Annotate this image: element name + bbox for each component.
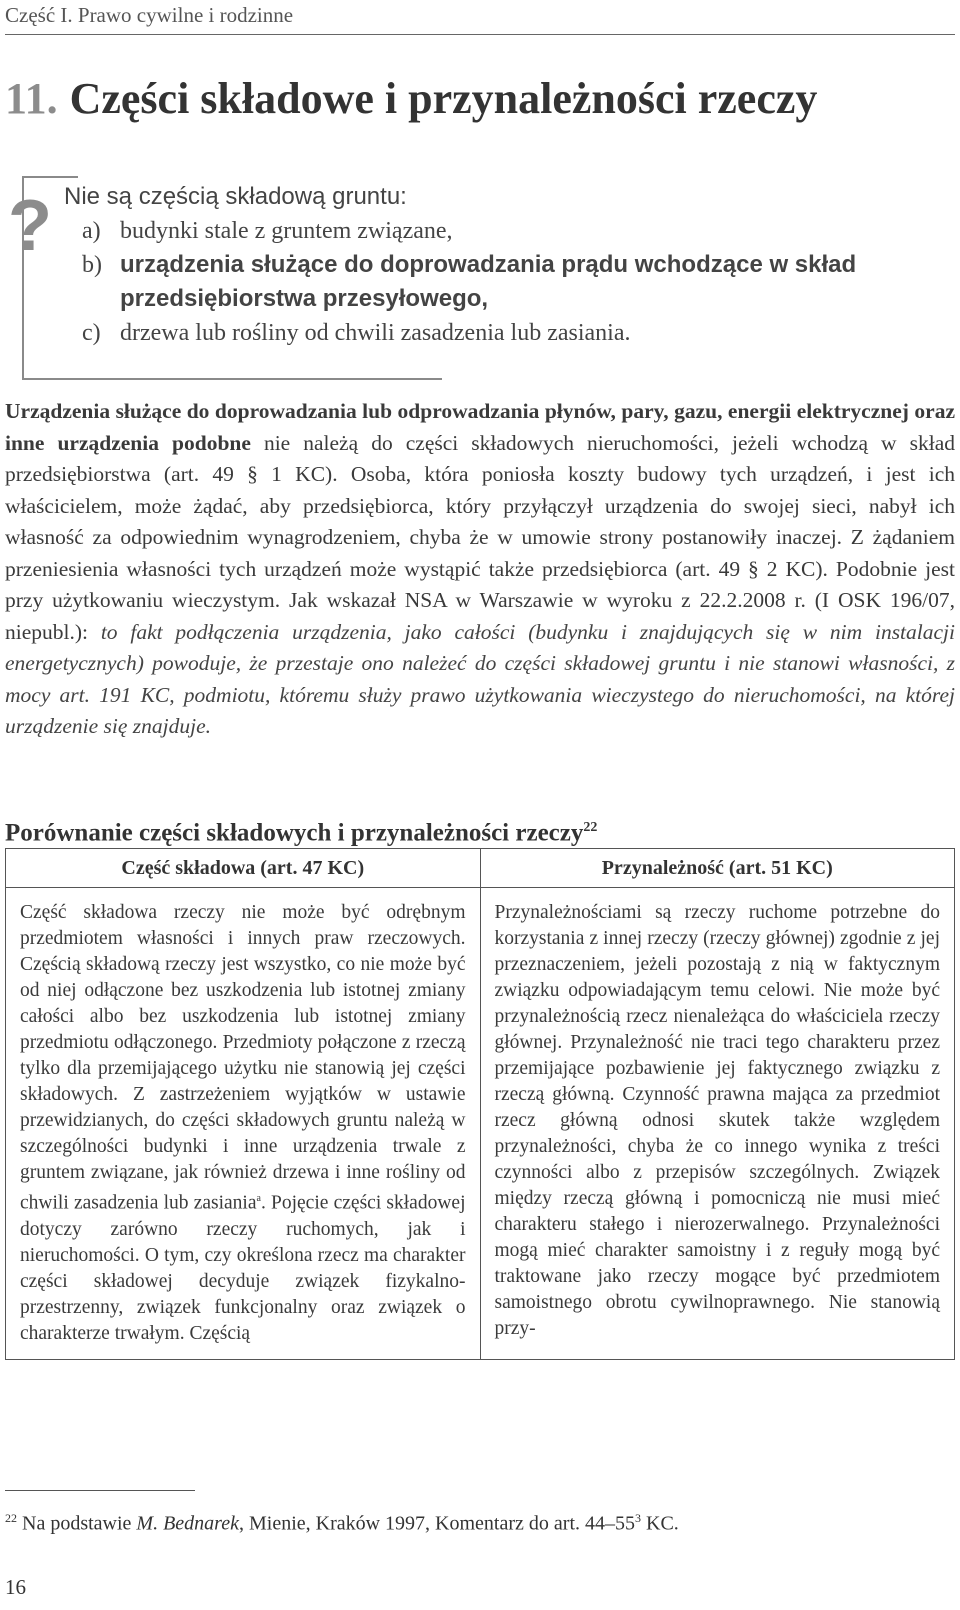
- cell-part-sup: a: [256, 1193, 261, 1204]
- quiz-option-c: [64, 316, 956, 350]
- footnote-number: 22: [5, 1511, 17, 1525]
- quiz-option-b: [64, 248, 956, 316]
- question-mark-icon: ?: [8, 186, 52, 266]
- quiz-option-a: [64, 214, 956, 248]
- option-text: budynki stale z gruntem związane,: [120, 218, 453, 244]
- cell-part: [6, 888, 481, 1360]
- footnote-prefix: Na podstawie: [22, 1512, 137, 1535]
- footnote-rule: [5, 1490, 195, 1491]
- footnote: [5, 1511, 679, 1536]
- comparison-table: [5, 848, 955, 1360]
- option-text: urządzenia służące do doprowadzania prądu wchodzące w skład przedsiębiorstwa przesyłowego,: [120, 251, 857, 312]
- paragraph-quote: to fakt podłączenia urządzenia, jako całości (budynku i znajdujących się w nim instalacji energetycznych) powoduje, że przestaje ono należeć do części składowej gruntu i nie stanowi własności, z mocy art. 191 KC, podmiotu, któremu służy prawo użytkowania wieczystego do nieruchomości, na której urządzenie się znajduje.: [5, 619, 955, 738]
- header-rule: [5, 34, 955, 35]
- cell-accessory: Przynależnościami są rzeczy ruchome potrzebne do korzystania z innej rzeczy (rzeczy głównej) zgodnie z jej przeznaczeniem, jeżeli pozostają z nią w faktycznym związku odpowiadającym temu celowi. Nie może być przynależnością rzecz nienależąca do właściciela rzeczy głównej. Przynależność nie traci tego charakteru przez przemijające pozbawienie jej faktycznego związku z rzeczą główną. Czynność prawna mająca za przedmiot rzecz główną odnosi skutek także względem przynależności, chyba że co innego wynika z treści czynności albo z przepisów szczególnych. Związek między rzeczą główną i pomocniczą nie musi mieć charakteru stałego i nierozerwalnego. Przynależności mogą mieć charakter samoistny i z reguły mogą być traktowane jako rzeczy mogące być przedmiotem samoistnego obrotu cywilnoprawnego. Nie stanowią przy-: [480, 888, 955, 1360]
- cell-part-text-1: Część składowa rzeczy nie może być odrębnym przedmiotem własności i innych praw rzeczowych. Częścią składową rzeczy jest wszystko, co nie może być od niej odłączone bez uszkodzenia lub istotnej zmiany całości albo bez uszkodzenia lub istotnej zmiany przedmiotu odłączonego. Przedmioty połączone z rzeczą tylko dla przemijającego użytku nie stanowią jej części składowych. Z zastrzeżeniem wyjątków w ustawie przewidzianych, do części składowych gruntu należą w szczególności budynki i inne urządzenia trwale z gruntem związane, jak również drzewa i inne rośliny od chwili zasadzenia lub zasiania: [20, 902, 466, 1214]
- running-head: Część I. Prawo cywilne i rodzinne: [5, 3, 294, 27]
- footnote-sup: 3: [635, 1511, 641, 1525]
- bracket-bottom: [22, 378, 442, 380]
- comparison-title-text: Porównanie części składowych i przynależności rzeczy: [5, 819, 584, 847]
- column-header-left: Część składowa (art. 47 KC): [6, 849, 481, 888]
- option-letter: b): [82, 252, 102, 278]
- comparison-title: [5, 812, 597, 849]
- footnote-author: M. Bednarek: [136, 1512, 239, 1535]
- table-header-row: [6, 849, 955, 888]
- chapter-title: Części składowe i przynależności rzeczy: [69, 74, 818, 123]
- footnote-ref: 22: [583, 820, 598, 835]
- cell-part-text-2: . Pojęcie części składowej dotyczy zarówno rzeczy ruchomych, jak i nieruchomości. O tym, czy określona rzecz ma charakter części składowej decyduje związek fizykalno-przestrzenny, związek funkcjonalny oraz związek o charakterze trwałym. Częścią: [20, 1192, 466, 1344]
- page-number: 16: [5, 1575, 26, 1599]
- paragraph-bold-lead: Urządzenia służące do doprowadzania lub odprowadzania płynów, pary, gazu, energii elektrycznej oraz inne urządzenia podobne: [5, 399, 955, 455]
- quiz-box: [64, 180, 956, 350]
- quiz-question: Nie są częścią składową gruntu:: [64, 183, 407, 210]
- chapter-heading: [5, 72, 817, 126]
- bracket-top: [22, 176, 78, 178]
- option-letter: a): [82, 218, 101, 244]
- column-header-right: Przynależność (art. 51 KC): [480, 849, 955, 888]
- table-row: [6, 888, 955, 1360]
- body-paragraph: [5, 396, 955, 743]
- chapter-number: 11.: [5, 74, 58, 123]
- option-letter: c): [82, 320, 101, 346]
- paragraph-body: nie należą do części składowych nieruchomości, jeżeli wchodzą w skład przedsiębiorstwa (art. 49 § 1 KC). Osoba, która poniosła koszty budowy tych urządzeń, i jest ich właścicielem, może żądać, aby przedsiębiorca, który przyłączył urządzenia do swojej sieci, nabył ich własność za odpowiednim wynagrodzeniem, chyba że w umowie strony postanowiły inaczej. Z żądaniem przeniesienia własności tych urządzeń może wystąpić także przedsiębiorca (art. 49 § 2 KC). Podobnie jest przy użytkowaniu wieczystym. Jak wskazał NSA w Warszawie w wyroku z 22.2.2008 r. (I OSK 196/07, niepubl.):: [5, 430, 955, 644]
- option-text: drzewa lub rośliny od chwili zasadzenia lub zasiania.: [120, 320, 631, 346]
- footnote-rest: , Mienie, Kraków 1997, Komentarz do art. 44–55: [238, 1512, 635, 1535]
- footnote-tail: KC.: [641, 1512, 679, 1535]
